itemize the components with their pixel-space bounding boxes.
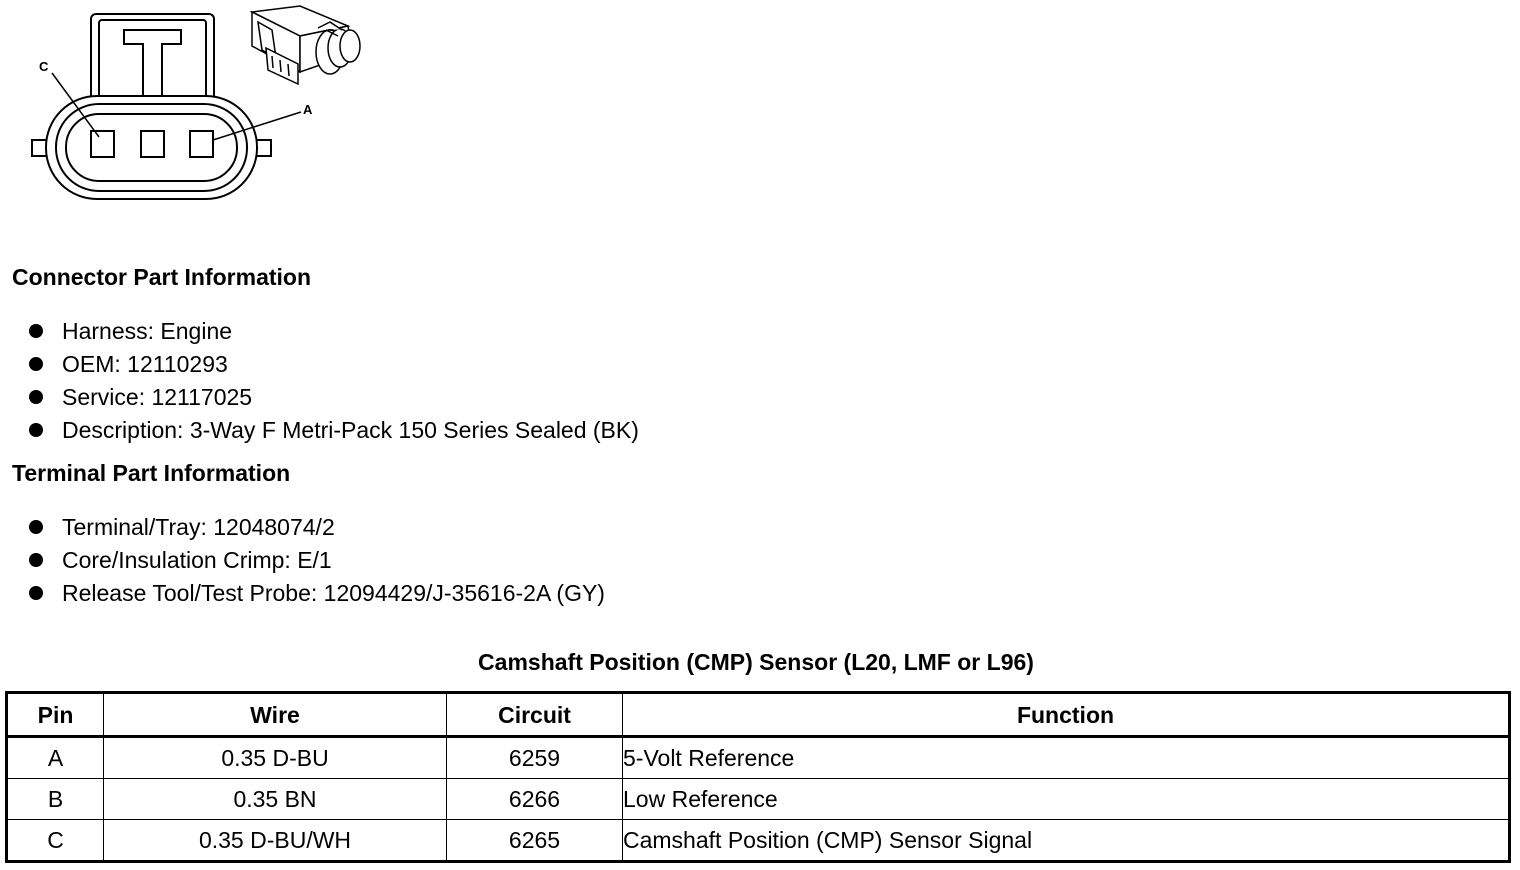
table-row <box>7 737 1510 779</box>
header-pin: Pin <box>7 693 104 737</box>
bullet-icon <box>29 390 43 404</box>
list-item <box>29 414 639 447</box>
cell-wire: 0.35 BN <box>104 779 447 820</box>
connector-part-list <box>29 315 639 447</box>
table-row <box>7 779 1510 820</box>
list-item <box>29 511 605 544</box>
cell-function: Camshaft Position (CMP) Sensor Signal <box>623 820 1510 862</box>
connector-part-heading: Connector Part Information <box>12 264 312 290</box>
terminal-part-list <box>29 511 605 610</box>
pinout-table <box>5 691 1511 863</box>
bullet-icon <box>29 357 43 371</box>
list-item-text: Core/Insulation Crimp: E/1 <box>62 547 332 573</box>
table-header-row <box>7 693 1510 737</box>
table-row <box>7 820 1510 862</box>
cell-circuit: 6259 <box>447 737 623 779</box>
list-item-text: Service: 12117025 <box>62 384 253 410</box>
list-item <box>29 577 605 610</box>
pin-label-a: A <box>303 102 313 117</box>
cell-pin: B <box>7 779 104 820</box>
list-item <box>29 381 639 414</box>
cell-circuit: 6266 <box>447 779 623 820</box>
bullet-icon <box>29 423 43 437</box>
list-item-text: Harness: Engine <box>62 318 233 344</box>
pin-label-c: C <box>39 59 49 74</box>
list-item-text: Release Tool/Test Probe: 12094429/J-35616-2A (GY) <box>62 580 605 606</box>
cell-wire: 0.35 D-BU <box>104 737 447 779</box>
bullet-icon <box>29 553 43 567</box>
cell-function: 5-Volt Reference <box>623 737 1510 779</box>
table-title: Camshaft Position (CMP) Sensor (L20, LMF or L96) <box>478 649 1034 675</box>
list-item <box>29 315 639 348</box>
connector-isometric-drawing <box>252 6 360 84</box>
list-item <box>29 348 639 381</box>
terminal-part-heading: Terminal Part Information <box>12 460 291 486</box>
bullet-icon <box>29 324 43 338</box>
cell-wire: 0.35 D-BU/WH <box>104 820 447 862</box>
connector-diagram <box>0 0 380 215</box>
list-item-text: Description: 3-Way F Metri-Pack 150 Series Sealed (BK) <box>62 417 639 443</box>
header-circuit: Circuit <box>447 693 623 737</box>
cell-circuit: 6265 <box>447 820 623 862</box>
cell-function: Low Reference <box>623 779 1510 820</box>
header-wire: Wire <box>104 693 447 737</box>
cell-pin: A <box>7 737 104 779</box>
list-item <box>29 544 605 577</box>
bullet-icon <box>29 586 43 600</box>
list-item-text: OEM: 12110293 <box>62 351 228 377</box>
header-function: Function <box>623 693 1510 737</box>
bullet-icon <box>29 520 43 534</box>
list-item-text: Terminal/Tray: 12048074/2 <box>62 514 335 540</box>
cell-pin: C <box>7 820 104 862</box>
